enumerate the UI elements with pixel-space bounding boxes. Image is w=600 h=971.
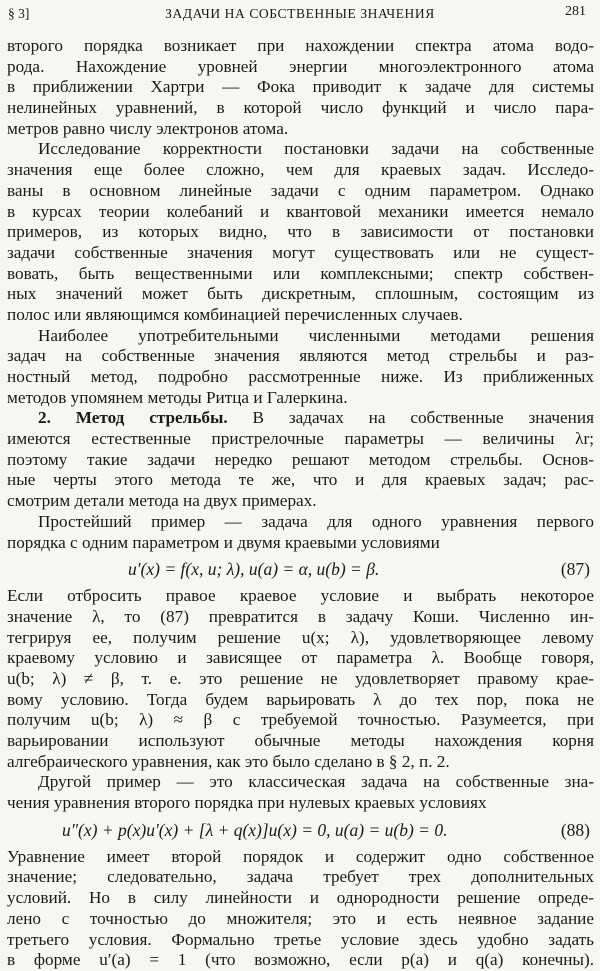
text-line: вому условию. Тогда будем варьировать λ до тех пор, пока не — [7, 689, 594, 709]
text-line: методов упомянем методы Ритца и Галеркина. — [7, 387, 348, 407]
text-line: лено с точностью до множителя; это и есть неявное задание — [7, 908, 594, 928]
text-line: порядка с одним параметром и двумя краевыми условиями — [7, 532, 440, 552]
section-heading-line — [0, 408, 600, 429]
equation-formula: u′(x) = f(x, u; λ), u(a) = α, u(b) = β. — [128, 559, 380, 580]
text-line: задачи собственные значения могут существовать или не сущест- — [7, 242, 594, 262]
page-number: 281 — [565, 4, 586, 19]
text-line: полос или являющимся комбинацией перечисленных случаев. — [7, 304, 463, 324]
text-line: алгебраического уравнения, как это было сделано в § 2, п. 2. — [7, 751, 450, 771]
text-line: вовать, быть вещественными или комплексными; спектр собствен- — [7, 263, 594, 283]
section-heading-number: 2. — [38, 408, 51, 428]
page-body — [0, 36, 600, 971]
text-line: третьего условия. Формально третье условие здесь удобно задать — [7, 929, 594, 949]
text-line: смотрим детали метода на двух примерах. — [7, 491, 317, 511]
section-heading-title: Метод стрельбы. — [75, 408, 228, 428]
equation-formula: u″(x) + p(x)u′(x) + [λ + q(x)]u(x) = 0, u(a) = u(b) = 0. — [62, 819, 448, 840]
section-heading-rest: В задачах на собственные значения — [227, 408, 594, 428]
text-line: в форме u′(a) = 1 (что возможно, если p(a) и q(a) конечны). — [7, 950, 594, 970]
text-line: ностный метод, подробно рассмотренные ниже. Из приближенных — [7, 367, 594, 386]
text-line: варьировании используют обычные методы нахождения корня — [7, 731, 594, 750]
text-line: Простейший пример — задача для одного уравнения первого — [38, 511, 594, 531]
running-title: ЗАДАЧИ НА СОБСТВЕННЫЕ ЗНАЧЕНИЯ — [165, 6, 435, 21]
text-line: примеров, из которых видно, что в зависимости от постановки — [7, 222, 594, 242]
text-line: Другой пример — это классическая задача на собственные зна- — [38, 772, 594, 792]
text-line: нелинейных уравнений, в которой число функций и число пара- — [7, 98, 594, 118]
text-line: ных значений может быть дискретным, сплошным, состоящим из — [7, 284, 594, 304]
running-header — [8, 4, 592, 24]
text-line: краевому условию и зависящее от параметра λ. Вообще говоря, — [7, 648, 594, 668]
section-marker: § 3] — [8, 6, 30, 21]
text-line: чения уравнения второго порядка при нулевых краевых условиях — [7, 793, 487, 813]
text-line: Уравнение имеет второй порядок и содержит одно собственное — [7, 846, 594, 866]
equation-number: (88) — [560, 819, 590, 840]
text-line: метров равно числу электронов атома. — [7, 118, 289, 138]
text-line: условий. Но в силу линейности и однородности решение опреде- — [7, 888, 594, 908]
text-line: значение; следовательно, задача требует трех дополнительных — [7, 867, 594, 887]
text-line: Исследование корректности постановки задачи на собственные — [38, 139, 594, 159]
text-line: в приближении Хартри — Фока приводит к задаче для системы — [7, 77, 594, 97]
text-line: тегрируя ее, получим решение u(x; λ), удовлетворяющее левому — [7, 627, 594, 647]
text-line: значение λ, то (87) превратится в задачу Коши. Численно ин- — [7, 606, 594, 626]
equation-88 — [0, 814, 600, 847]
equation-87 — [0, 553, 600, 586]
text-line: Если отбросить правое краевое условие и выбрать некоторое — [7, 586, 594, 606]
text-line: задач на собственные значения являются метод стрельбы и раз- — [7, 346, 594, 366]
text-line: Наиболее употребительными численными методами решения — [38, 325, 594, 345]
text-line: значения еще более сложно, чем для краевых задач. Исследо- — [7, 160, 594, 180]
text-line: ваны в основном линейные задачи с одним параметром. Однако — [7, 180, 594, 200]
text-line: рода. Нахождение уровней энергии многоэлектронного атома — [7, 56, 594, 76]
equation-number: (87) — [560, 559, 590, 580]
text-line: ные черты этого метода те же, что и для краевых задач; рас- — [7, 470, 594, 490]
text-line: второго порядка возникает при нахождении спектра атома водо- — [7, 36, 594, 55]
text-line: имеются естественные пристрелочные параметры — величины λr; — [7, 429, 594, 449]
text-line: u(b; λ) ≠ β, т. е. это решение не удовлетворяет правому крае- — [7, 668, 594, 688]
text-line: поэтому такие задачи нередко решают методом стрельбы. Основ- — [7, 449, 594, 469]
text-line: получим u(b; λ) ≈ β с требуемой точностью. Разумеется, при — [7, 710, 594, 730]
text-line: в курсах теории колебаний и квантовой механики имеется немало — [7, 201, 594, 221]
